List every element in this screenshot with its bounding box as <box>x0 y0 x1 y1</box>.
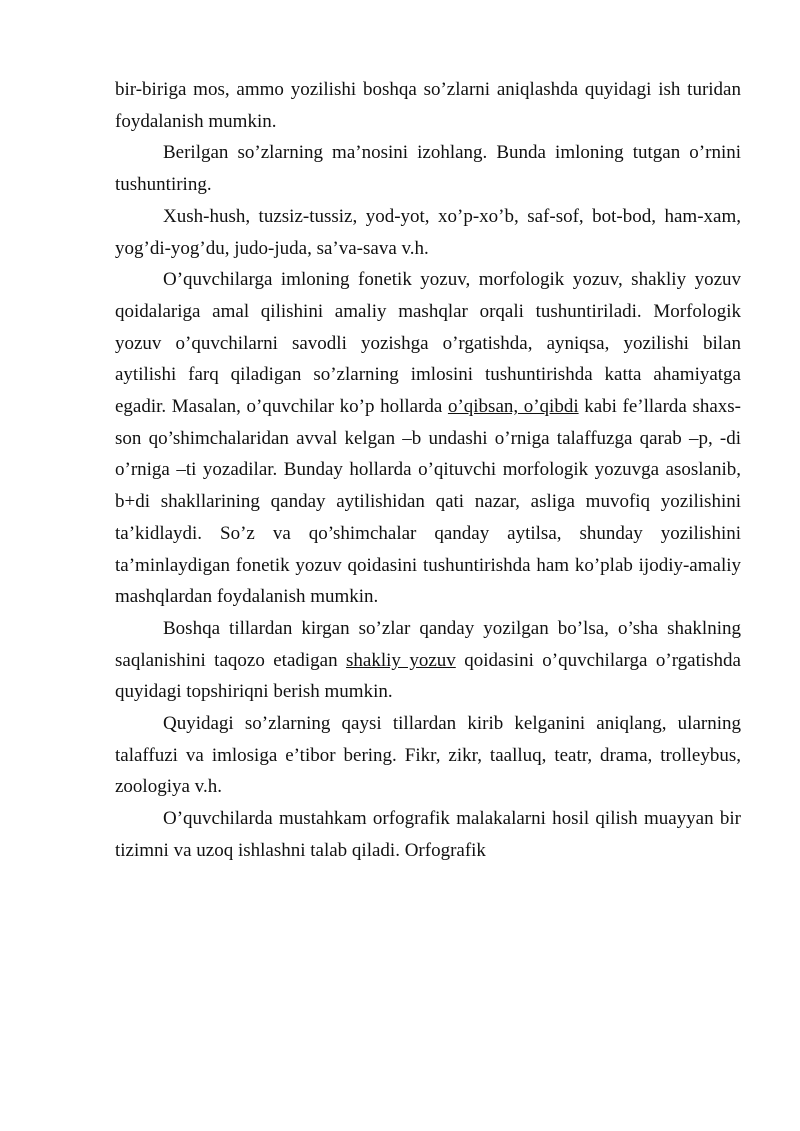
text-segment: kabi fe’llarda shaxs-son qo’shimchalaridan avval kelgan –b undashi o’rniga talaffuzga qarab –p, -di o’rniga –ti yozadilar. Bunday hollarda o’qituvchi morfologik yozuvga asoslanib, b+di shakllarining qanday aytilishidan qati nazar, asliga muvofiq yozilishini ta’kidlaydi. So’z va qo’shimchalar qanday aytilsa, shunday yozilishini ta’minlaydigan fonetik yozuv qoidasini tushuntirishda ham ko’plab ijodiy-amaliy mashqlardan foydalanish mumkin. <box>115 396 741 608</box>
text-segment: Xush-hush, tuzsiz-tussiz, yod-yot, xo’p-xo’b, saf-sof, bot-bod, ham-xam, yog’di-yog’du, judo-juda, sa’va-sava v.h. <box>115 205 741 259</box>
text-segment: bir-biriga mos, ammo yozilishi boshqa so’zlarni aniqlashda quyidagi ish turidan foydalanish mumkin. <box>115 79 741 132</box>
text-segment: O’quvchilarda mustahkam orfografik malakalarni hosil qilish muayyan bir tizimni va uzoq ishlashni talab qiladi. Orfografik <box>115 808 741 861</box>
paragraph <box>115 201 741 264</box>
paragraph <box>115 137 741 200</box>
paragraph <box>115 613 741 708</box>
document-page <box>115 74 741 867</box>
underlined-term: shakliy yozuv <box>346 649 456 671</box>
paragraph <box>115 708 741 803</box>
paragraph <box>115 803 741 866</box>
text-segment: Berilgan so’zlarning ma’nosini izohlang. Bunda imloning tutgan o’rnini tushuntiring. <box>115 142 741 196</box>
text-segment: Boshqa tillardan kirgan so’zlar qanday yozilgan bo’lsa, o’sha shaklning saqlanishini taqozo etadigan <box>115 617 741 671</box>
paragraph <box>115 264 741 613</box>
text-segment: qoidasini o’quvchilarga o’rgatishda quyidagi topshiriqni berish mumkin. <box>115 649 741 703</box>
paragraph <box>115 74 741 137</box>
underlined-term: o’qibsan, o’qibdi <box>447 396 579 418</box>
text-segment: O’quvchilarga imloning fonetik yozuv, morfologik yozuv, shakliy yozuv qoidalariga amal qilishini amaliy mashqlar orqali tushuntiriladi. Morfologik yozuv o’quvchilarni savodli yozishga o’rgatishda, ayniqsa, yozilishi bilan aytilishi farq qiladigan so’zlarning imlosini tushuntirishda katta ahamiyatga egadir. Masalan, o’quvchilar ko’p hollarda <box>115 269 741 418</box>
text-segment: Quyidagi so’zlarning qaysi tillardan kirib kelganini aniqlang, ularning talaffuzi va imlosiga e’tibor bering. Fikr, zikr, taalluq, teatr, drama, trolleybus, zoologiya v.h. <box>115 713 741 798</box>
